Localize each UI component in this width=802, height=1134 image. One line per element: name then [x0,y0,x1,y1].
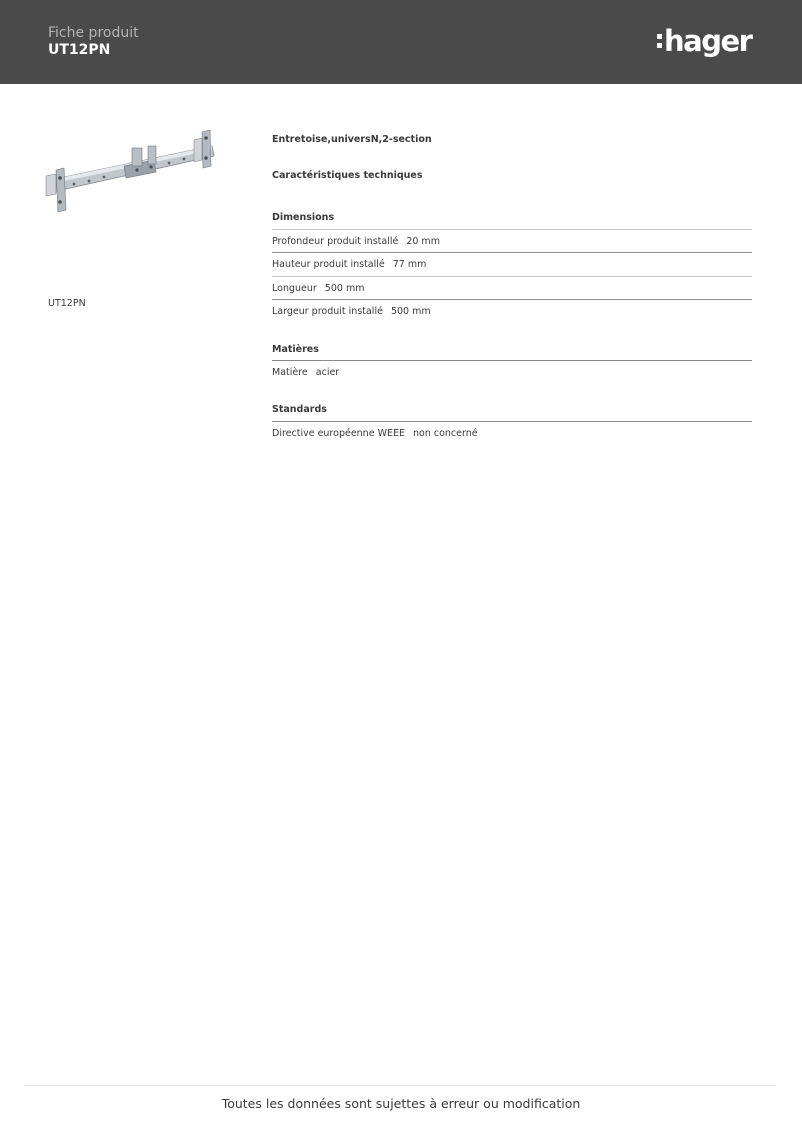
spec-row [272,229,752,252]
spec-label: Matière [272,367,308,378]
spec-row [272,421,752,444]
section-heading-standards: Standards [272,404,327,415]
spec-row [272,276,752,299]
product-reference: UT12PN [48,42,111,58]
spec-value: acier [315,367,340,378]
document-type: Fiche produit [48,25,139,41]
spec-label: Hauteur produit installé [272,259,385,270]
hager-logo [657,23,751,59]
spec-value: 77 mm [392,259,427,270]
spec-subtitle: Caractéristiques techniques [272,170,423,181]
spec-row [272,299,752,322]
spec-value: 500 mm [390,306,431,317]
section-heading-materials: Matières [272,344,319,355]
footer-divider [24,1085,776,1086]
spec-value: 500 mm [324,283,365,294]
spec-label: Largeur produit installé [272,306,383,317]
spec-label: Directive européenne WEEE [272,428,405,439]
section-heading-dimensions: Dimensions [272,212,335,223]
footer-disclaimer: Toutes les données sont sujettes à erreur ou modification [221,1096,581,1111]
spec-row [272,252,752,275]
spec-value: non concerné [412,428,478,439]
spec-value: 20 mm [406,236,440,247]
page-header [0,0,802,84]
spec-label: Profondeur produit installé [272,236,399,247]
product-image [44,126,216,216]
spec-label: Longueur [272,283,317,294]
spec-row [272,360,752,383]
brand-wordmark: hager [664,23,752,58]
image-caption: UT12PN [48,298,86,309]
logo-dots-icon [657,32,662,50]
product-title: Entretoise,universN,2-section [272,134,432,145]
